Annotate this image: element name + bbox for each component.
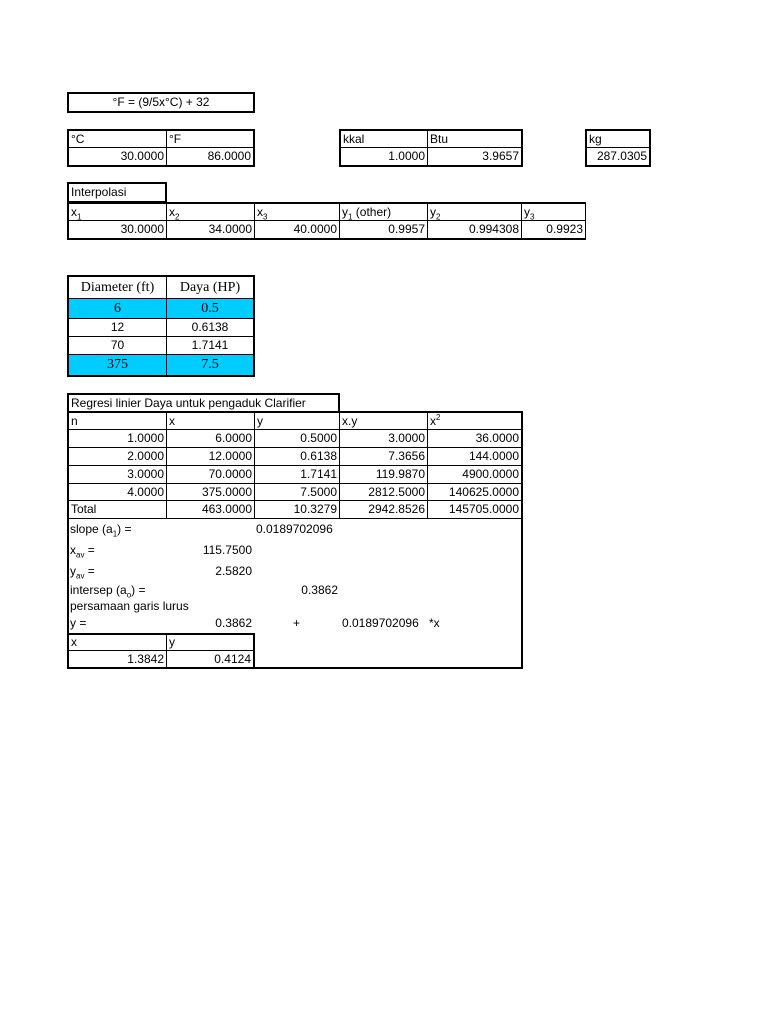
reg-total-x[interactable]: 463.0000 <box>166 500 255 519</box>
regression-title[interactable]: Regresi linier Daya untuk pengaduk Clarifier <box>67 393 340 413</box>
btu-value[interactable]: 3.9657 <box>427 147 522 166</box>
xy-y-value[interactable]: 0.4124 <box>166 650 254 668</box>
diameter-row-3[interactable]: 70 <box>68 336 167 355</box>
formula-box <box>67 92 255 113</box>
interp-x1-value[interactable]: 30.0000 <box>68 220 167 239</box>
interp-x2-header[interactable]: $x_2$ <box>166 203 255 221</box>
reg-row1-x[interactable]: 6.0000 <box>166 429 255 448</box>
reg-row4-n[interactable]: 4.0000 <box>68 483 167 502</box>
line-equation-label: persamaan garis lurus <box>70 599 189 613</box>
interp-x3-value[interactable]: 40.0000 <box>254 220 340 239</box>
y-average-label: $y_{av}$ = <box>70 564 95 581</box>
interp-x3-header[interactable]: $x_3$ <box>254 203 340 221</box>
xy-x-header[interactable]: x <box>68 634 167 651</box>
power-row-3[interactable]: 1.7141 <box>166 336 254 355</box>
reg-row3-x[interactable]: 70.0000 <box>166 465 255 484</box>
reg-row4-xy[interactable]: 2812.5000 <box>339 483 428 502</box>
fahrenheit-value[interactable]: 86.0000 <box>166 147 254 166</box>
reg-row3-y[interactable]: 1.7141 <box>254 465 340 484</box>
reg-row2-x2[interactable]: 144.0000 <box>427 447 522 466</box>
reg-row2-xy[interactable]: 7.3656 <box>339 447 428 466</box>
power-row-2[interactable]: 0.6138 <box>166 318 254 337</box>
interp-y1-header[interactable]: $y_1$ (other) <box>339 203 428 221</box>
interp-x2-value[interactable]: 34.0000 <box>166 220 255 239</box>
y-equation-intercept[interactable]: 0.3862 <box>215 616 252 630</box>
y-equation-slope[interactable]: 0.0189702096 <box>342 616 419 630</box>
interp-y3-value[interactable]: 0.9923 <box>521 220 586 239</box>
interp-x1-header[interactable]: $x_1$ <box>68 203 167 221</box>
power-row-1[interactable]: 0.5 <box>166 298 254 319</box>
diameter-row-4[interactable]: 375 <box>68 354 167 376</box>
reg-row4-y[interactable]: 7.5000 <box>254 483 340 502</box>
reg-header-n[interactable]: n <box>68 412 167 430</box>
reg-row3-x2[interactable]: 4900.0000 <box>427 465 522 484</box>
interp-y1-value[interactable]: 0.9957 <box>339 220 428 239</box>
reg-row1-y[interactable]: 0.5000 <box>254 429 340 448</box>
reg-header-x2[interactable]: $x^2$ <box>427 412 522 430</box>
kg-value[interactable]: 287.0305 <box>586 147 650 166</box>
reg-header-xy[interactable]: x.y <box>339 412 428 430</box>
interp-y3-header[interactable]: $y_3$ <box>521 203 586 221</box>
interp-y2-header[interactable]: $y_2$ <box>427 203 522 221</box>
y-equation-label: y = <box>70 616 87 630</box>
reg-row1-n[interactable]: 1.0000 <box>68 429 167 448</box>
diameter-row-2[interactable]: 12 <box>68 318 167 337</box>
kkal-header[interactable]: kkal <box>340 130 428 148</box>
xy-y-header[interactable]: y <box>166 634 254 651</box>
interp-y2-value[interactable]: 0.994308 <box>427 220 522 239</box>
interpolation-title[interactable]: Interpolasi <box>67 182 167 203</box>
y-average-value[interactable]: 2.5820 <box>215 564 252 578</box>
reg-row2-n[interactable]: 2.0000 <box>68 447 167 466</box>
x-average-value[interactable]: 115.7500 <box>202 543 252 557</box>
slope-label: slope $(a_1)$ = <box>70 522 132 539</box>
reg-row3-n[interactable]: 3.0000 <box>68 465 167 484</box>
power-row-4[interactable]: 7.5 <box>166 354 254 376</box>
reg-total-y[interactable]: 10.3279 <box>254 500 340 519</box>
slope-value[interactable]: 0.0189702096 <box>256 522 333 536</box>
reg-header-y[interactable]: y <box>254 412 340 430</box>
reg-row3-xy[interactable]: 119.9870 <box>339 465 428 484</box>
celsius-header[interactable]: °C <box>68 130 167 148</box>
reg-row4-x2[interactable]: 140625.0000 <box>427 483 522 502</box>
kg-header[interactable]: kg <box>586 130 650 148</box>
reg-total-x2[interactable]: 145705.0000 <box>427 500 522 519</box>
reg-row1-xy[interactable]: 3.0000 <box>339 429 428 448</box>
diameter-row-1[interactable]: 6 <box>68 298 167 319</box>
xy-x-value[interactable]: 1.3842 <box>68 650 167 668</box>
intercept-label: intersep $(a_o)$ = <box>70 583 146 600</box>
power-header[interactable]: Daya (HP) <box>166 276 254 299</box>
reg-row2-y[interactable]: 0.6138 <box>254 447 340 466</box>
diameter-header[interactable]: Diameter (ft) <box>68 276 167 299</box>
intercept-value[interactable]: 0.3862 <box>301 583 338 597</box>
celsius-value[interactable]: 30.0000 <box>68 147 167 166</box>
reg-row2-x[interactable]: 12.0000 <box>166 447 255 466</box>
reg-total-xy[interactable]: 2942.8526 <box>339 500 428 519</box>
kkal-value[interactable]: 1.0000 <box>340 147 428 166</box>
btu-header[interactable]: Btu <box>427 130 522 148</box>
reg-total-label[interactable]: Total <box>68 500 167 519</box>
reg-row1-x2[interactable]: 36.0000 <box>427 429 522 448</box>
reg-row4-x[interactable]: 375.0000 <box>166 483 255 502</box>
formula-text: °F = (9/5x°C) + 32 <box>112 95 210 109</box>
y-equation-x: *x <box>429 616 440 630</box>
fahrenheit-header[interactable]: °F <box>166 130 254 148</box>
y-equation-plus: + <box>293 616 301 630</box>
x-average-label: $x_{av}$ = <box>70 543 95 560</box>
reg-header-x[interactable]: x <box>166 412 255 430</box>
